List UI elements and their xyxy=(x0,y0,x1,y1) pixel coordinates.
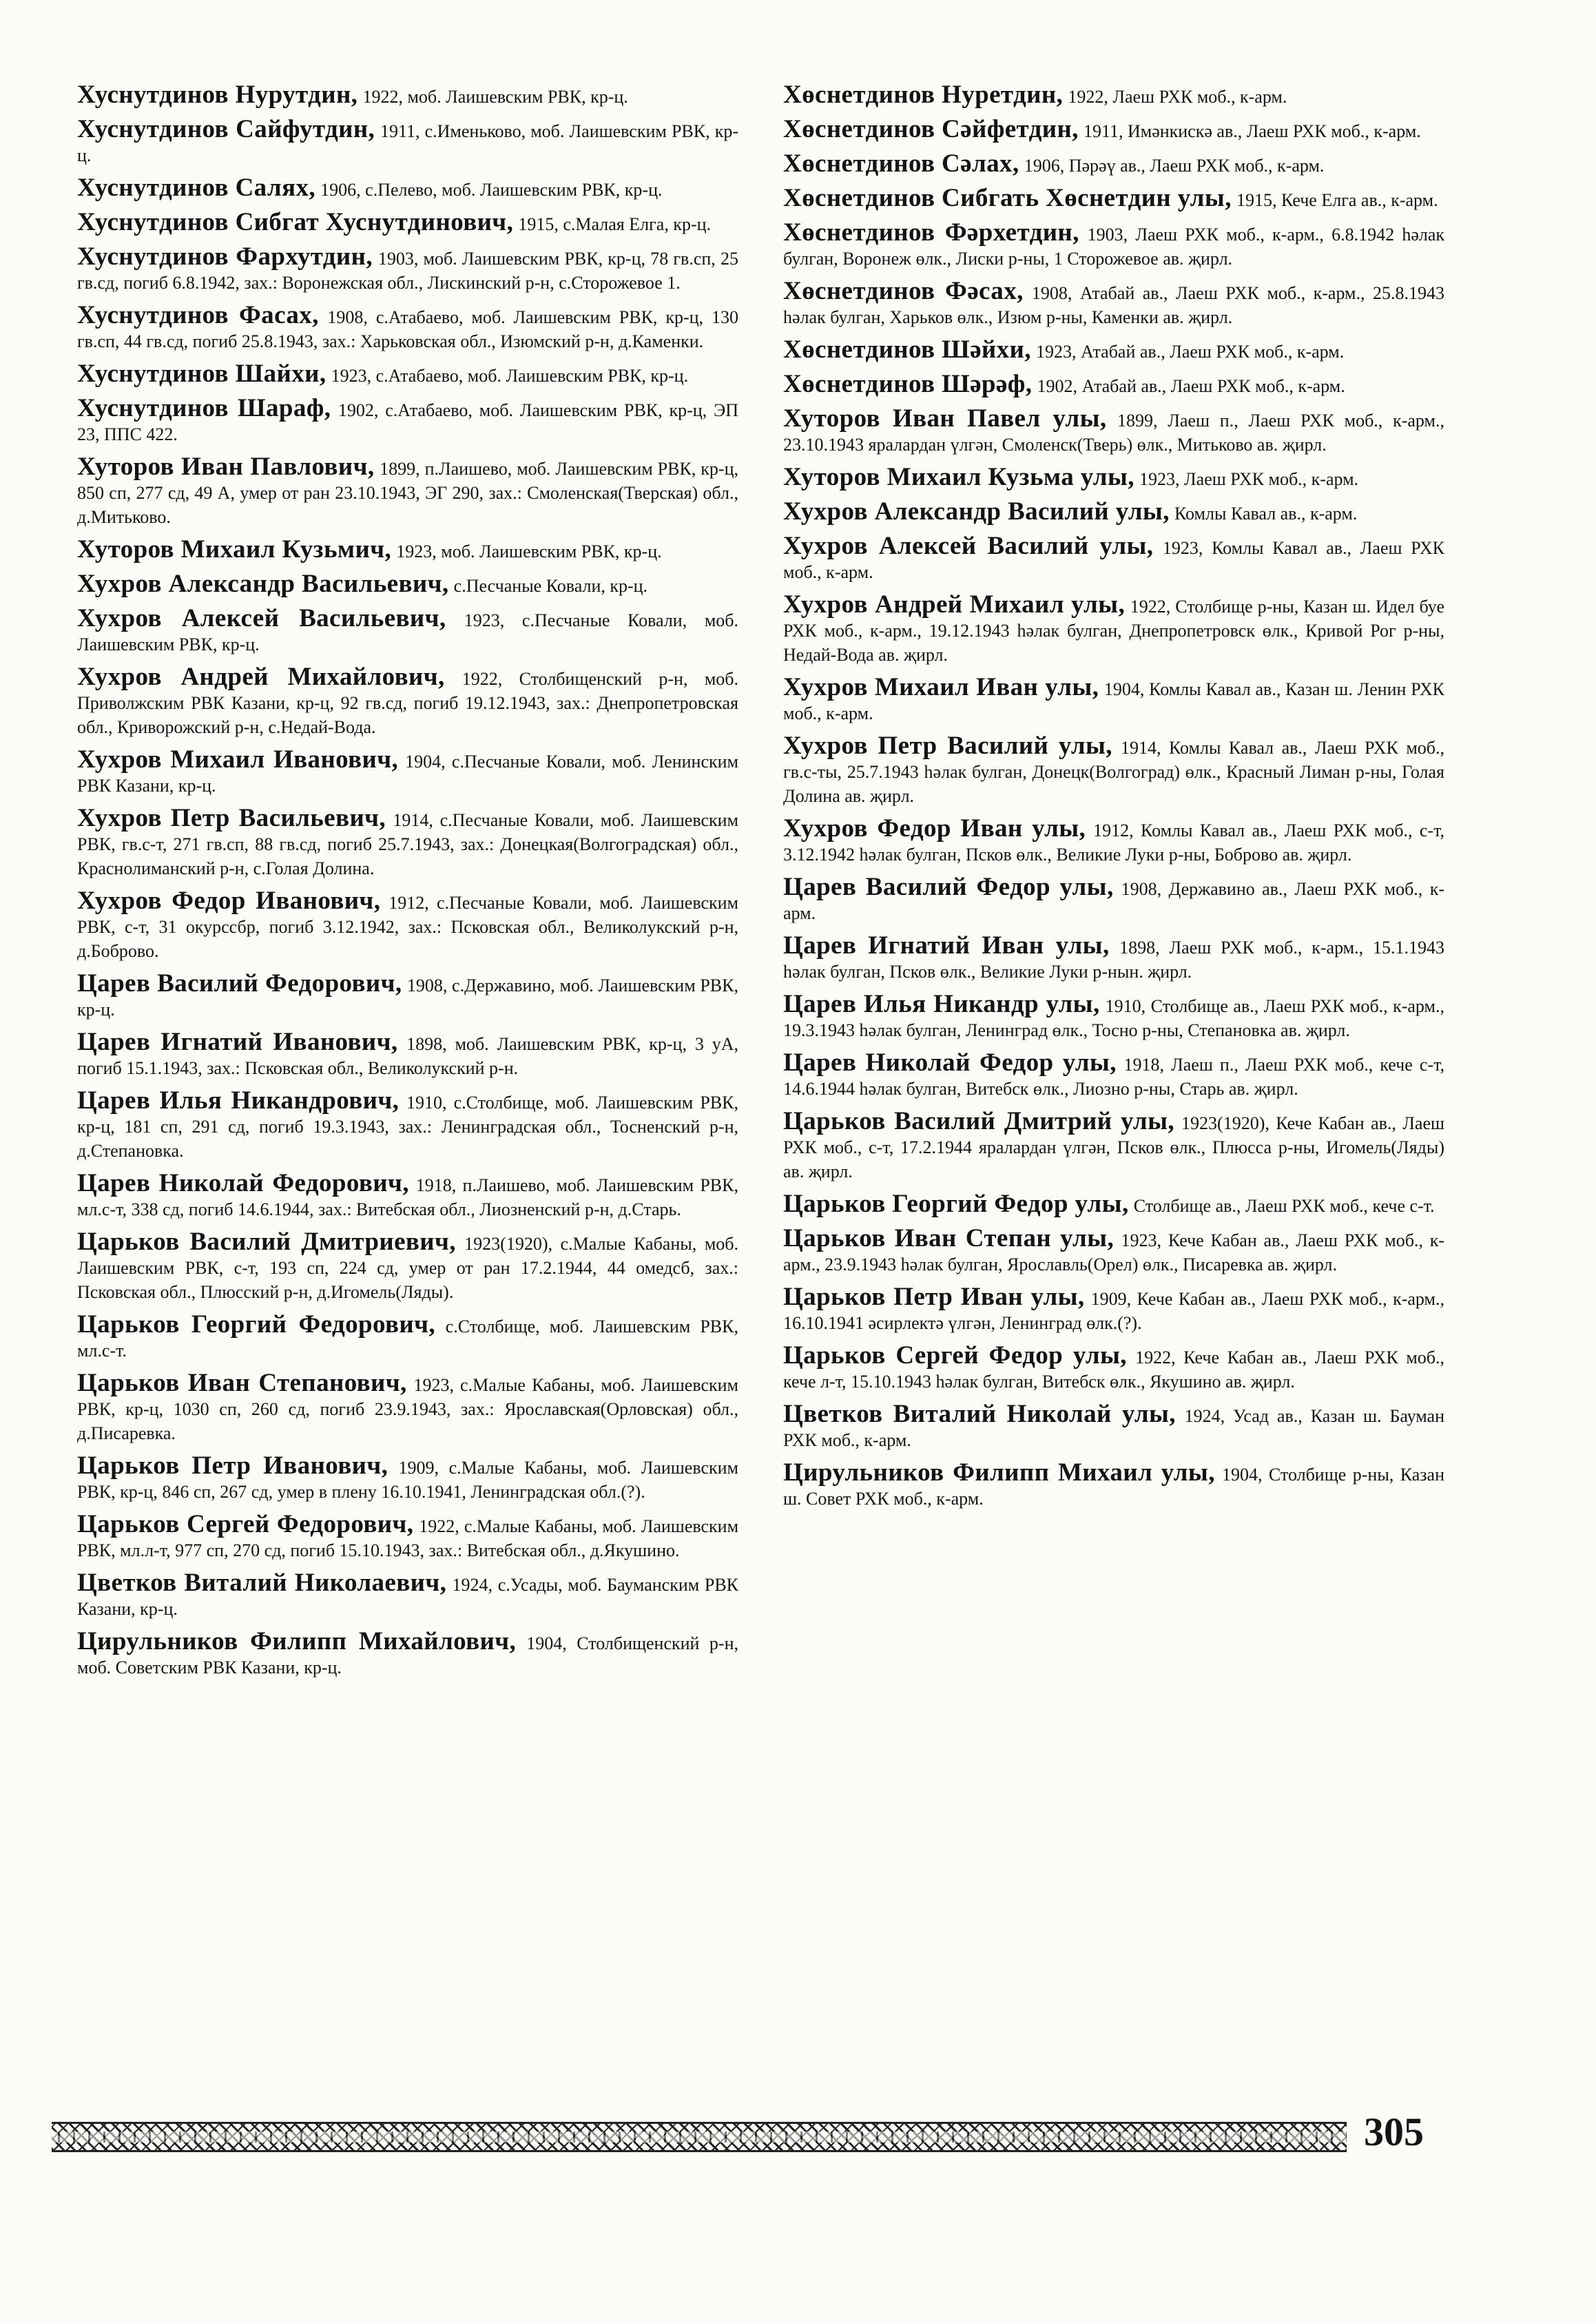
record-entry xyxy=(77,1371,738,1445)
record-entry xyxy=(783,1460,1444,1511)
entry-name: Царьков Сергей Федорович, xyxy=(77,1510,414,1538)
entry-details: 1912, Комлы Кавал ав., Лаеш РХК моб., с-т, 3.12.1942 һәлак булган, Псков өлк., Великие Луки р-ны, Боброво ав. җирл. xyxy=(783,820,1444,865)
entry-details: 1904, Столбищенский р-н, моб. Советским РВК Казани, кр-ц. xyxy=(77,1633,738,1677)
entry-name: Хухров Федор Иванович, xyxy=(77,887,381,915)
record-entry xyxy=(77,806,738,880)
entry-details: 1903, Лаеш РХК моб., к-арм., 6.8.1942 һәлак булган, Воронеж өлк., Лиски р-ны, 1 Сторожевое ав. җирл. xyxy=(783,225,1445,269)
entry-details: 1923, Комлы Кавал ав., Лаеш РХК моб., к-арм. xyxy=(783,538,1445,582)
record-entry xyxy=(77,537,738,564)
entry-name: Хухров Андрей Михайлович, xyxy=(77,663,445,691)
entry-name: Царев Игнатий Иван улы, xyxy=(783,931,1110,960)
entry-details: 1909, с.Малые Кабаны, моб. Лаишевским РВК, кр-ц, 846 сп, 267 сд, умер в плену 16.10.1941, Ленинградская обл.(?). xyxy=(77,1458,739,1502)
entry-name: Хухров Михаил Иван улы, xyxy=(783,673,1099,701)
entry-name: Хухров Алексей Васильевич, xyxy=(77,604,446,632)
entry-details: 1923(1920), Кече Кабан ав., Лаеш РХК моб., с-т, 17.2.1944 яралардан үлгән, Псков өлк., Плюсса р-ны, Игомель(Ляды) ав. җирл. xyxy=(783,1113,1445,1181)
entry-details: 1911, Имәнкискә ав., Лаеш РХК моб., к-арм. xyxy=(1083,121,1421,141)
entry-name: Хуторов Иван Павлович, xyxy=(77,453,375,481)
entry-details: 1923, Лаеш РХК моб., к-арм. xyxy=(1139,469,1359,489)
entry-name: Хөснетдинов Фәрхетдин, xyxy=(783,218,1079,247)
record-entry xyxy=(77,396,738,446)
entry-details: 1915, Кече Елга ав., к-арм. xyxy=(1236,190,1438,210)
entry-details: 1906, Пәрәү ав., Лаеш РХК моб., к-арм. xyxy=(1024,156,1325,176)
entry-details: 1899, п.Лаишево, моб. Лаишевским РВК, кр-ц, 850 сп, 277 сд, 49 А, умер от ран 23.10.1943, ЭГ 290, зах.: Смоленская(Тверская) обл., д.Митьково. xyxy=(77,459,738,527)
entry-name: Царьков Сергей Федор улы, xyxy=(783,1341,1127,1370)
entry-name: Царьков Георгий Федор улы, xyxy=(783,1190,1129,1218)
entry-name: Хухров Александр Васильевич, xyxy=(77,570,449,598)
entry-name: Царьков Василий Дмитриевич, xyxy=(77,1228,456,1256)
entry-name: Хуснутдинов Сибгат Хуснутдинович, xyxy=(77,208,514,236)
entry-details: 1922, Столбищенский р-н, моб. Приволжским РВК Казани, кр-ц, 92 гв.сд, погиб 19.12.1943, зах.: Днепропетровская обл., Криворожский р-н, с.Недай-Вода. xyxy=(77,669,738,737)
entry-name: Хухров Алексей Василий улы, xyxy=(783,532,1154,560)
entry-name: Хөснетдинов Сәлах, xyxy=(783,149,1019,178)
entry-name: Царев Игнатий Иванович, xyxy=(77,1028,398,1056)
record-entry xyxy=(77,1088,738,1163)
entry-name: Хуторов Михаил Кузьма улы, xyxy=(783,463,1134,491)
record-entry xyxy=(77,1312,738,1363)
entry-details: 1906, с.Пелево, моб. Лаишевским РВК, кр-ц. xyxy=(320,180,663,200)
record-entry xyxy=(77,971,738,1022)
entry-details: 1899, Лаеш п., Лаеш РХК моб., к-арм., 23.10.1943 яралардан үлгән, Смоленск(Тверь) өлк., Митьково ав. җирл. xyxy=(783,411,1444,455)
entry-name: Хухров Андрей Михаил улы, xyxy=(783,590,1126,619)
entry-details: с.Столбище, моб. Лаишевским РВК, мл.с-т. xyxy=(77,1317,738,1361)
entry-details: 1923, с.Атабаево, моб. Лаишевским РВК, кр-ц. xyxy=(331,366,689,386)
entry-name: Хуснутдинов Нурутдин, xyxy=(77,81,358,109)
entry-name: Хухров Александр Василий улы, xyxy=(783,497,1170,526)
record-entry xyxy=(77,210,738,236)
entry-name: Хуснутдинов Фасах, xyxy=(77,301,319,329)
entry-details: 1902, Атабай ав., Лаеш РХК моб., к-арм. xyxy=(1037,376,1345,396)
entry-details: 1898, моб. Лаишевским РВК, кр-ц, 3 уА, погиб 15.1.1943, зах.: Псковская обл., Великолукский р-н. xyxy=(77,1034,738,1078)
entry-name: Цветков Виталий Николаевич, xyxy=(77,1569,447,1597)
entry-name: Хухров Петр Васильевич, xyxy=(77,804,386,832)
record-entry xyxy=(783,1051,1444,1101)
entry-details: 1904, Комлы Кавал ав., Казан ш. Ленин РХК моб., к-арм. xyxy=(783,679,1444,723)
entry-name: Хуторов Михаил Кузьмич, xyxy=(77,535,392,564)
record-entry xyxy=(783,875,1444,925)
entry-name: Хөснетдинов Шәйхи, xyxy=(783,335,1031,364)
entry-details: 1918, Лаеш п., Лаеш РХК моб., кече с-т, 14.6.1944 һәлак булган, Витебск өлк., Лиозно р-ны, Старь ав. җирл. xyxy=(783,1055,1444,1099)
entry-name: Царев Николай Федорович, xyxy=(77,1169,409,1197)
entry-name: Царьков Иван Степан улы, xyxy=(783,1224,1115,1252)
record-entry xyxy=(783,592,1444,667)
entry-name: Хуснутдинов Шараф, xyxy=(77,394,331,422)
record-entry xyxy=(783,83,1444,109)
record-entry xyxy=(783,933,1444,984)
entry-name: Царев Василий Федор улы, xyxy=(783,873,1114,901)
record-entry xyxy=(783,675,1444,725)
record-entry xyxy=(783,372,1444,398)
ornament-pattern xyxy=(52,2131,1347,2143)
record-entry xyxy=(783,1226,1444,1277)
entry-details: с.Песчаные Ковали, кр-ц. xyxy=(453,576,648,596)
record-entry xyxy=(783,816,1444,867)
record-entry xyxy=(77,242,738,295)
record-entry xyxy=(77,117,738,167)
entry-name: Царев Василий Федорович, xyxy=(77,969,402,998)
entry-name: Хөснетдинов Фәсах, xyxy=(783,277,1024,305)
record-entry xyxy=(783,1402,1444,1452)
record-entry xyxy=(783,1109,1444,1184)
record-entry xyxy=(77,1030,738,1080)
entry-details: 1908, с.Атабаево, моб. Лаишевским РВК, кр-ц, 130 гв.сп, 44 гв.сд, погиб 25.8.1943, зах.: Харьковская обл., Изюмский р-н, д.Каменки. xyxy=(77,307,738,351)
record-entry xyxy=(783,465,1444,491)
entry-details: 1923, с.Песчаные Ковали, моб. Лаишевским РВК, кр-ц. xyxy=(77,610,738,654)
entry-name: Хуснутдинов Шайхи, xyxy=(77,360,327,388)
record-entry xyxy=(77,176,738,202)
record-entry xyxy=(783,534,1444,584)
entry-name: Царьков Иван Степанович, xyxy=(77,1369,407,1397)
entry-details: Комлы Кавал ав., к-арм. xyxy=(1174,504,1358,524)
record-entry xyxy=(783,992,1444,1042)
entry-details: 1912, с.Песчаные Ковали, моб. Лаишевским РВК, с-т, 31 окурссбр, погиб 3.12.1942, зах.: Псковская обл., Великолукский р-н, д.Боброво. xyxy=(77,893,738,961)
entry-name: Хуснутдинов Салях, xyxy=(77,174,316,202)
record-entry xyxy=(783,1343,1444,1394)
entry-details: 1904, с.Песчаные Ковали, моб. Ленинским РВК Казани, кр-ц. xyxy=(77,752,738,796)
record-entry xyxy=(783,734,1444,808)
right-column-tatar xyxy=(783,83,1444,1519)
entry-details: 1898, Лаеш РХК моб., к-арм., 15.1.1943 һәлак булган, Псков өлк., Великие Луки р-нын. җирл. xyxy=(783,938,1444,982)
entry-name: Царев Илья Никандрович, xyxy=(77,1086,400,1115)
record-entry xyxy=(783,220,1444,271)
entry-name: Царьков Василий Дмитрий улы, xyxy=(783,1107,1175,1135)
record-entry xyxy=(77,1454,738,1504)
entry-details: 1918, п.Лаишево, моб. Лаишевским РВК, мл.с-т, 338 сд, погиб 14.6.1944, зах.: Витебская обл., Лиозненский р-н, д.Старь. xyxy=(77,1175,738,1219)
record-entry xyxy=(783,1192,1444,1218)
entry-details: 1914, Комлы Кавал ав., Лаеш РХК моб., гв.с-ты, 25.7.1943 һәлак булган, Донецк(Волгоград) өлк., Красный Лиман р-ны, Голая Долина ав. җирл. xyxy=(783,738,1445,806)
record-entry xyxy=(783,117,1444,143)
decorative-ornament-band xyxy=(52,2122,1347,2152)
entry-details: 1915, с.Малая Елга, кр-ц. xyxy=(518,214,712,234)
record-entry xyxy=(77,1512,738,1562)
entry-details: 1908, Державино ав., Лаеш РХК моб., к-арм. xyxy=(783,879,1444,923)
record-entry xyxy=(77,1571,738,1621)
record-entry xyxy=(783,335,1444,364)
entry-details: 1909, Кече Кабан ав., Лаеш РХК моб., к-арм., 16.10.1941 әсирлектә үлгән, Ленинград өлк.(?). xyxy=(783,1289,1444,1333)
entry-details: 1902, с.Атабаево, моб. Лаишевским РВК, кр-ц, ЭП 23, ППС 422. xyxy=(77,400,738,444)
entry-name: Хуснутдинов Фархутдин, xyxy=(77,242,373,271)
record-entry xyxy=(77,889,738,963)
record-entry xyxy=(77,362,738,388)
record-entry xyxy=(77,747,738,798)
entry-details: 1923, с.Малые Кабаны, моб. Лаишевским РВК, кр-ц, 1030 сп, 260 сд, погиб 23.9.1943, зах.: Ярославская(Орловская) обл., д.Писаревка. xyxy=(77,1375,738,1443)
page-number: 305 xyxy=(1364,2109,1424,2154)
entry-details: 1922, с.Малые Кабаны, моб. Лаишевским РВК, мл.л-т, 977 сп, 270 сд, погиб 15.10.1943, зах.: Витебская обл., д.Якушино. xyxy=(77,1516,739,1560)
record-entry xyxy=(77,572,738,598)
record-entry xyxy=(783,499,1444,526)
entry-details: 1923, моб. Лаишевским РВК, кр-ц. xyxy=(396,541,662,561)
entry-name: Хуснутдинов Сайфутдин, xyxy=(77,115,375,143)
entry-name: Хөснетдинов Нуретдин, xyxy=(783,81,1064,109)
entry-details: 1924, с.Усады, моб. Бауманским РВК Казани, кр-ц. xyxy=(77,1575,739,1619)
record-entry xyxy=(77,665,738,739)
entry-name: Хөснетдинов Сәйфетдин, xyxy=(783,115,1079,143)
entry-details: 1923, Атабай ав., Лаеш РХК моб., к-арм. xyxy=(1036,342,1345,362)
entry-name: Хухров Петр Василий улы, xyxy=(783,732,1112,760)
record-entry xyxy=(77,1629,738,1680)
record-entry xyxy=(77,303,738,353)
entry-name: Царьков Георгий Федорович, xyxy=(77,1310,436,1339)
entry-details: 1910, с.Столбище, моб. Лаишевским РВК, кр-ц, 181 сп, 291 сд, погиб 19.3.1943, зах.: Ленинградская обл., Тосненский р-н, д.Степановка. xyxy=(77,1093,739,1161)
entry-name: Цветков Виталий Николай улы, xyxy=(783,1400,1176,1428)
entry-name: Цирульников Филипп Михайлович, xyxy=(77,1627,517,1655)
record-entry xyxy=(783,149,1444,178)
entry-name: Хухров Михаил Иванович, xyxy=(77,745,399,774)
entry-name: Хуторов Иван Павел улы, xyxy=(783,404,1107,433)
entry-details: 1922, Лаеш РХК моб., к-арм. xyxy=(1068,87,1287,107)
entry-details: 1903, моб. Лаишевским РВК, кр-ц, 78 гв.сп, 25 гв.сд, погиб 6.8.1942, зах.: Воронежская обл., Лискинский р-н, с.Сторожевое 1. xyxy=(77,249,738,293)
entry-details: Столбище ав., Лаеш РХК моб., кече с-т. xyxy=(1133,1196,1435,1216)
left-column-russian xyxy=(77,83,738,1688)
record-entry xyxy=(783,186,1444,212)
record-entry xyxy=(77,455,738,529)
entry-details: 1910, Столбище ав., Лаеш РХК моб., к-арм., 19.3.1943 һәлак булган, Ленинград өлк., Тосно р-ны, Степановка ав. җирл. xyxy=(783,996,1444,1040)
record-entry xyxy=(783,279,1444,329)
entry-name: Царев Николай Федор улы, xyxy=(783,1049,1117,1077)
entry-name: Цирульников Филипп Михаил улы, xyxy=(783,1458,1215,1487)
record-entry xyxy=(77,1230,738,1304)
entry-name: Царьков Петр Иван улы, xyxy=(783,1283,1085,1311)
entry-details: 1922, Столбище р-ны, Казан ш. Идел буе РХК моб., к-арм., 19.12.1943 һәлак булган, Днепропетровск өлк., Кривой Рог р-ны, Недай-Вода ав. җирл. xyxy=(783,597,1444,665)
entry-details: 1922, Кече Кабан ав., Лаеш РХК моб., кече л-т, 15.10.1943 һәлак булган, Витебск өлк., Якушино ав. җирл. xyxy=(783,1348,1444,1392)
entry-details: 1908, с.Державино, моб. Лаишевским РВК, кр-ц. xyxy=(77,975,738,1020)
entry-name: Царьков Петр Иванович, xyxy=(77,1452,388,1480)
entry-name: Хөснетдинов Сибгать Хөснетдин улы, xyxy=(783,184,1232,212)
record-entry xyxy=(77,83,738,109)
record-entry xyxy=(77,1171,738,1221)
entry-details: 1904, Столбище р-ны, Казан ш. Совет РХК моб., к-арм. xyxy=(783,1465,1445,1509)
entry-name: Царев Илья Никандр улы, xyxy=(783,990,1100,1018)
entry-details: 1923(1920), с.Малые Кабаны, моб. Лаишевским РВК, с-т, 193 сп, 224 сд, умер от ран 17.2.1944, 44 омедсб, зах.: Псковская обл., Плюсский р-н, д.Игомель(Ляды). xyxy=(77,1234,738,1302)
entry-name: Хөснетдинов Шәрәф, xyxy=(783,370,1033,398)
entry-details: 1908, Атабай ав., Лаеш РХК моб., к-арм., 25.8.1943 һәлак булган, Харьков өлк., Изюм р-ны, Каменки ав. җирл. xyxy=(783,283,1444,327)
record-entry xyxy=(783,406,1444,457)
entry-name: Хухров Федор Иван улы, xyxy=(783,814,1086,843)
entry-details: 1923, Кече Кабан ав., Лаеш РХК моб., к-арм., 23.9.1943 һәлак булган, Ярославль(Орел) өлк., Писаревка ав. җирл. xyxy=(783,1230,1445,1274)
entry-details: 1911, с.Именьково, моб. Лаишевским РВК, кр-ц. xyxy=(77,121,739,165)
record-entry xyxy=(783,1285,1444,1335)
record-entry xyxy=(77,606,738,657)
entry-details: 1924, Усад ав., Казан ш. Бауман РХК моб., к-арм. xyxy=(783,1406,1444,1450)
entry-details: 1922, моб. Лаишевским РВК, кр-ц. xyxy=(362,87,628,107)
entry-details: 1914, с.Песчаные Ковали, моб. Лаишевским РВК, гв.с-т, 271 гв.сп, 88 гв.сд, погиб 25.7.1943, зах.: Донецкая(Волгоградская) обл., Краснолиманский р-н, с.Голая Долина. xyxy=(77,810,738,878)
